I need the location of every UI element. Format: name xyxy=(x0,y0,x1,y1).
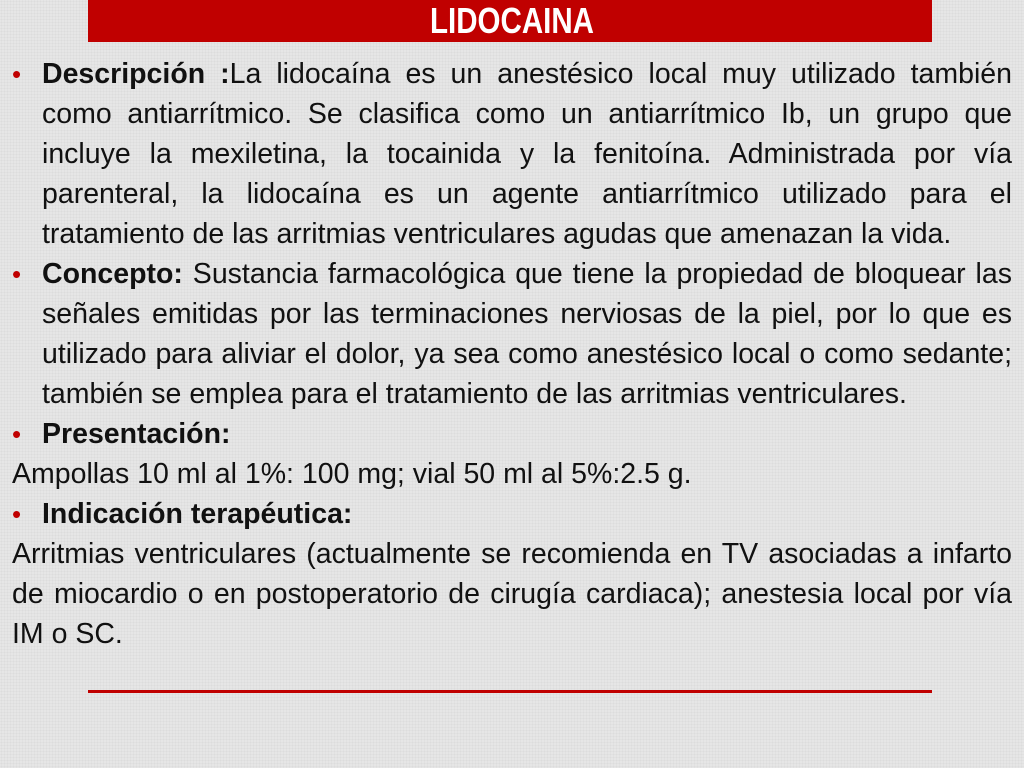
accent-divider xyxy=(88,690,932,693)
presentacion-label: Presentación: xyxy=(42,418,231,450)
bullet-concepto xyxy=(12,254,1012,414)
slide-content xyxy=(12,54,1012,654)
bullet-icon: • xyxy=(12,259,22,289)
bullet-icon: • xyxy=(12,419,22,449)
descripcion-text: La lidocaína es un anestésico local muy utilizado también como antiarrítmico. Se clasifica como un antiarrítmico Ib, un grupo que incluye la mexiletina, la tocainida y la fenitoína. Administrada por vía parenteral, la lidocaína es un agente antiarrítmico utilizado para el tratamiento de las arritmias ventriculares agudas que amenazan la vida. xyxy=(42,58,1012,250)
presentacion-text: Ampollas 10 ml al 1%: 100 mg; vial 50 ml al 5%:2.5 g. xyxy=(12,458,692,490)
slide-title: LIDOCAINA xyxy=(430,0,594,41)
bullet-descripcion xyxy=(12,54,1012,254)
concepto-text: Sustancia farmacológica que tiene la propiedad de bloquear las señales emitidas por las terminaciones nerviosas de la piel, por lo que es utilizado para aliviar el dolor, ya sea como anestésico local o como sedante; también se emplea para el tratamiento de las arritmias ventriculares. xyxy=(42,258,1012,410)
bullet-icon: • xyxy=(12,59,22,89)
descripcion-label: Descripción : xyxy=(42,58,230,90)
bullet-icon: • xyxy=(12,499,22,529)
concepto-label: Concepto: xyxy=(42,258,183,290)
bullet-indicacion xyxy=(12,494,1012,534)
indicacion-label: Indicación terapéutica: xyxy=(42,498,353,530)
bullet-presentacion xyxy=(12,414,1012,454)
indicacion-text: Arritmias ventriculares (actualmente se recomienda en TV asociadas a infarto de miocardio o en postoperatorio de cirugía cardiaca); anestesia local por vía IM o SC. xyxy=(12,538,1012,650)
